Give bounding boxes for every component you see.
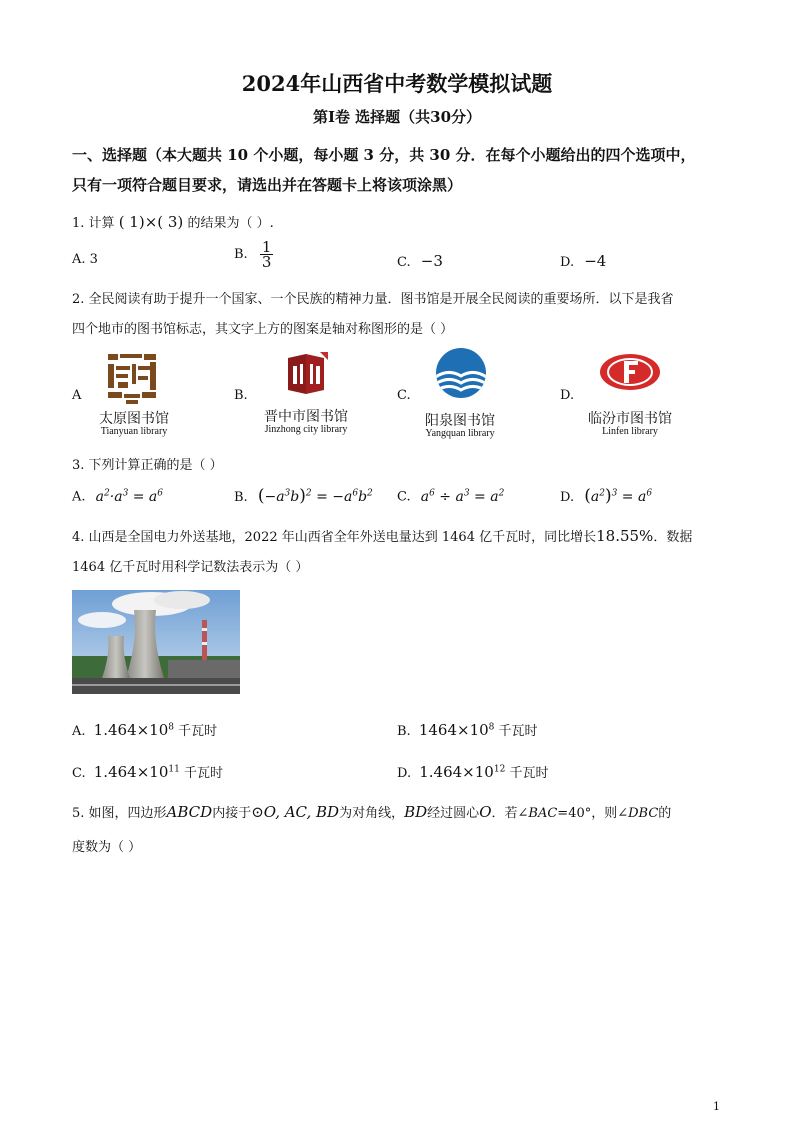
q3-option-b xyxy=(234,486,373,506)
option-mantissa: 1.464×10 xyxy=(93,721,169,739)
q5-o: O xyxy=(479,803,492,821)
option-value: −4 xyxy=(584,252,607,270)
q2-option-b-label: B. xyxy=(234,388,248,403)
question-3-stem: 3. 下列计算正确的是（ ） xyxy=(72,458,223,473)
q5-text: 5. 如图，四边形 xyxy=(72,806,167,821)
q1-option-c xyxy=(397,252,443,270)
option-label: B. xyxy=(234,490,248,505)
q4-option-b xyxy=(397,720,538,739)
option-label: C. xyxy=(397,489,411,505)
section-line-2: 只有一项符合题目要求，请选出并在答题卡上将该项涂黑） xyxy=(72,176,463,194)
question-5-line-1 xyxy=(72,802,671,821)
option-label: C. xyxy=(72,766,86,781)
taiyuan-library-en: Tianyuan library xyxy=(100,426,168,437)
option-expression: $a^2\cdot a^3 = a^6$ xyxy=(95,488,164,505)
q4-option-a xyxy=(72,720,217,739)
jinzhong-library-logo-icon xyxy=(282,350,330,398)
q3-option-c xyxy=(397,488,504,505)
q5-text: 为对角线， xyxy=(339,806,405,821)
q5-text: ．若∠ xyxy=(491,806,529,821)
q4-option-d xyxy=(397,762,548,781)
fraction-denominator: 3 xyxy=(261,253,272,271)
option-label: D. xyxy=(397,766,412,781)
question-1-stem xyxy=(72,212,274,231)
option-label: B. xyxy=(397,724,411,739)
q3-option-a xyxy=(72,488,163,505)
q4-text: 4. 山西是全国电力外送基地，2022 年山西省全年外送电量达到 1464 亿千瓦时，同比增长 xyxy=(72,530,597,545)
question-2-line-2: 四个地市的图书馆标志，其文字上方的图案是轴对称图形的是（ ） xyxy=(72,322,454,337)
option-expression: $a^6 \div a^3 = a^2$ xyxy=(420,488,505,505)
option-mantissa: 1464×10 xyxy=(418,721,489,739)
q2-option-a-label: A xyxy=(72,388,82,403)
q5-circle: ⊙O, AC, BD xyxy=(251,803,340,821)
question-4-line-1 xyxy=(72,526,692,545)
option-value: −3 xyxy=(420,252,443,270)
q4-percent: 18.55% xyxy=(596,527,654,545)
option-exponent: 8 xyxy=(168,722,175,733)
taiyuan-library-name: 太原图书馆 xyxy=(99,411,169,427)
q1-option-d xyxy=(560,252,606,270)
fraction xyxy=(260,240,274,269)
option-label: C. xyxy=(397,255,411,270)
q1-expression: ( 1)×( 3) xyxy=(118,213,184,231)
section-line-1: 一、选择题（本大题共 10 个小题，每小题 3 分，共 30 分．在每个小题给出的四个选项中， xyxy=(72,146,696,164)
option-label: A. xyxy=(72,252,86,267)
taiyuan-library-logo-icon xyxy=(104,350,160,406)
option-expression: $(a^2)^3 = a^6$ xyxy=(584,486,653,506)
q5-bd: BD xyxy=(404,803,428,821)
section-subtitle: 第Ⅰ卷 选择题（共30分） xyxy=(312,108,482,126)
linfen-library-logo-icon xyxy=(598,352,662,392)
question-2-line-1: 2. 全民阅读有助于提升一个国家、一个民族的精神力量．图书馆是开展全民阅读的重要场所．以下是我省 xyxy=(72,292,674,307)
option-label: A. xyxy=(72,489,86,505)
page-number: 1 xyxy=(713,1100,720,1113)
option-unit: 千瓦时 xyxy=(509,766,549,781)
q4-text-end: ．数据 xyxy=(653,530,693,545)
section-instructions xyxy=(72,140,696,200)
q1-option-b xyxy=(234,240,273,269)
q5-dbc: ∠DBC xyxy=(617,806,659,821)
option-label: A. xyxy=(72,724,86,739)
linfen-library-en: Linfen library xyxy=(602,426,658,437)
yangquan-library-logo-icon xyxy=(434,346,488,400)
question-5-line-2: 度数为（ ） xyxy=(72,840,142,855)
option-exponent: 8 xyxy=(488,722,495,733)
jinzhong-library-en: Jinzhong city library xyxy=(264,424,348,435)
fraction-numerator: 1 xyxy=(261,238,272,256)
q2-option-c-label: C. xyxy=(397,388,411,403)
q1-prefix: 1. 计算 xyxy=(72,216,115,231)
power-plant-photo xyxy=(72,590,240,694)
q1-option-a xyxy=(72,252,98,267)
jinzhong-library-name: 晋中市图书馆 xyxy=(264,409,348,425)
yangquan-library-name: 阳泉图书馆 xyxy=(425,413,495,429)
q5-text: =40°，则 xyxy=(557,806,618,821)
question-4-line-2: 1464 亿千瓦时用科学记数法表示为（ ） xyxy=(72,560,309,575)
q4-option-c xyxy=(72,762,223,781)
q5-bac: BAC xyxy=(528,806,558,821)
linfen-library-name: 临汾市图书馆 xyxy=(588,411,672,427)
option-expression: $(-a^3b)^2 = -a^6b^2$ xyxy=(257,486,373,506)
option-label: B. xyxy=(234,247,248,262)
page-title: 2024年山西省中考数学模拟试题 xyxy=(241,71,553,96)
q5-text: 内接于 xyxy=(212,806,252,821)
option-unit: 千瓦时 xyxy=(498,724,538,739)
yangquan-library-en: Yangquan library xyxy=(425,428,495,439)
option-exponent: 11 xyxy=(168,764,180,775)
q3-option-d xyxy=(560,486,652,506)
option-value: 3 xyxy=(89,252,98,267)
option-unit: 千瓦时 xyxy=(178,724,218,739)
option-label: D. xyxy=(560,490,575,505)
option-unit: 千瓦时 xyxy=(183,766,223,781)
q2-option-d-label: D. xyxy=(560,388,575,403)
option-mantissa: 1.464×10 xyxy=(93,763,169,781)
option-mantissa: 1.464×10 xyxy=(419,763,494,781)
q5-text: 经过圆心 xyxy=(427,806,480,821)
option-label: D. xyxy=(560,255,575,270)
q1-suffix: 的结果为（ ）. xyxy=(187,216,274,231)
q5-text: 的 xyxy=(658,806,672,821)
option-exponent: 12 xyxy=(493,764,506,775)
q5-quad: ABCD xyxy=(166,803,213,821)
